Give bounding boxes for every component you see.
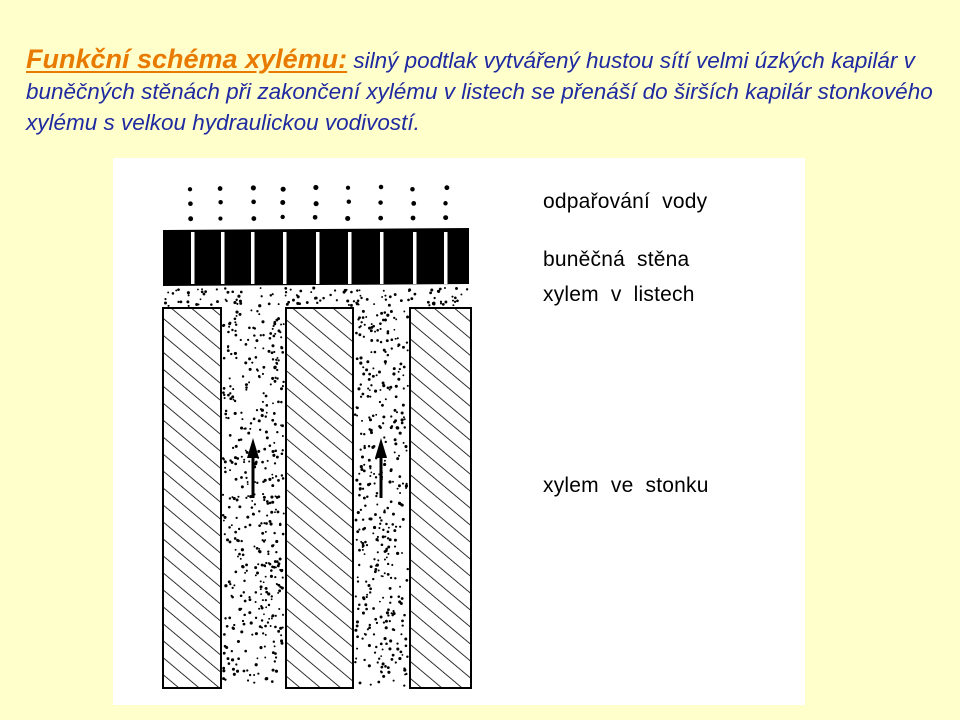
heading <box>26 44 946 138</box>
wall-slit <box>251 232 255 284</box>
xylem-diagram <box>113 158 805 705</box>
wall-slit <box>191 232 195 284</box>
heading-text: silný podtlak vytvářený hustou sítí velmi úzkých kapilár v buněčných stěnách při zakončení xylému v listech se přenáší do širších kapilár stonkového xylému s velkou hydraulickou vodivostí. <box>26 48 933 135</box>
label-stem-xylem: xylem ve stonku <box>543 474 709 497</box>
stem-walls <box>163 308 471 688</box>
stem-wall-right <box>410 308 471 688</box>
diagram-drawing <box>113 158 805 705</box>
cell-wall-block <box>163 228 469 286</box>
stem-wall-middle <box>286 308 353 688</box>
heading-title: Funkční schéma xylému: <box>26 44 348 74</box>
wall-slit <box>348 232 352 284</box>
wall-slit <box>380 232 384 284</box>
wall-slit <box>316 232 320 284</box>
wall-slit <box>221 232 225 284</box>
flow-arrow-head <box>247 438 259 458</box>
label-cell-wall: buněčná stěna <box>543 248 690 271</box>
wall-slit <box>413 232 417 284</box>
label-leaf-xylem: xylem v listech <box>543 283 695 306</box>
wall-slit <box>444 232 448 284</box>
label-evaporation: odpařování vody <box>543 190 708 213</box>
water-vapour-dots <box>188 185 449 221</box>
stem-wall-left <box>163 308 221 688</box>
wall-slit <box>283 232 287 284</box>
